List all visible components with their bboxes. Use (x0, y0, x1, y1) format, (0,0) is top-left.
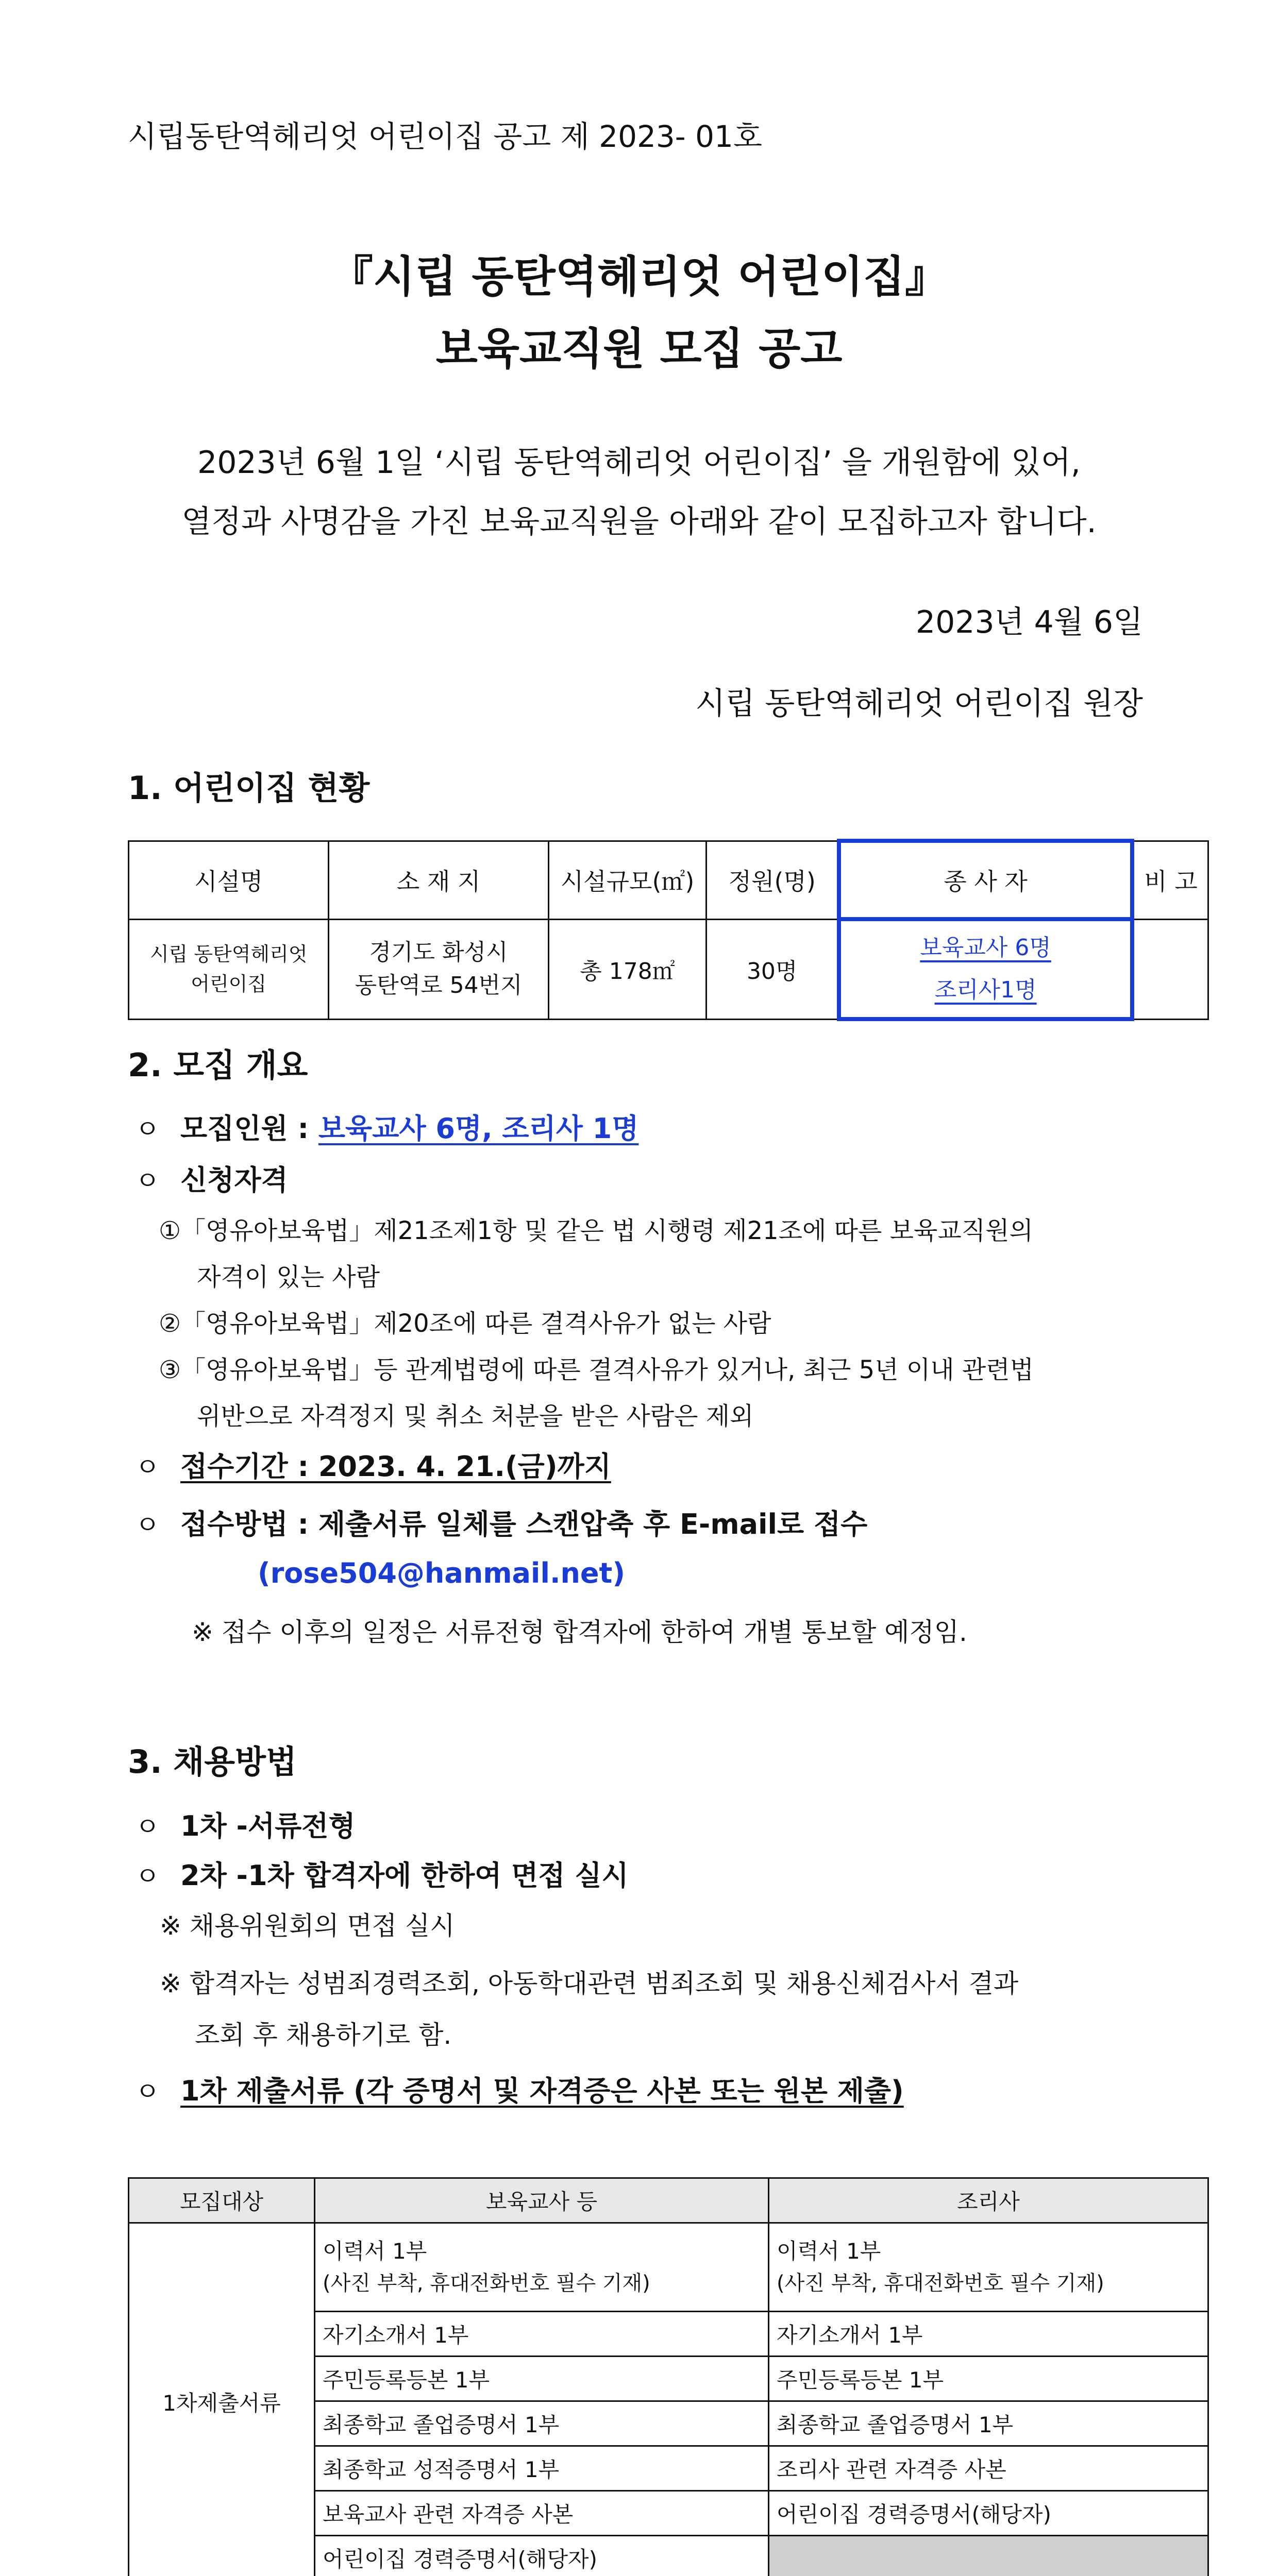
qualification-1: ①「영유아보육법」제21조제1항 및 같은 법 시행령 제21조에 따른 보육교직원의 (159, 1216, 1033, 1245)
bullet: ㅇ (135, 1166, 160, 1196)
col-header: 정원(명) (707, 841, 839, 919)
bullet: ㅇ (135, 2077, 160, 2107)
bullet: ㅇ (135, 1861, 160, 1891)
section-3-heading: 3. 채용방법 (128, 1743, 297, 1781)
qualification-1-cont: 자격이 있는 사람 (197, 1263, 380, 1292)
facility-table-row (129, 919, 1208, 1019)
facility-table-header (129, 841, 1208, 919)
teacher-doc: 최종학교 졸업증명서 1부 (315, 2401, 769, 2446)
check-note: ※ 합격자는 성범죄경력조회, 아동학대관련 범죄조회 및 채용신체검사서 결과 (160, 1969, 1019, 1998)
qualification-2: ②「영유아보육법」제20조에 따른 결격사유가 없는 사람 (159, 1309, 771, 1338)
facility-table (128, 839, 1209, 1021)
cook-doc-cell (769, 2223, 1208, 2312)
cook-doc: 조리사 관련 자격증 사본 (769, 2446, 1208, 2491)
col-header: 비 고 (1132, 841, 1208, 919)
recruit-label: 모집인원 : (180, 1112, 309, 1145)
application-method: 접수방법 : 제출서류 일체를 스캔압축 후 E-mail로 접수 (180, 1508, 868, 1540)
col-header: 보육교사 등 (315, 2178, 769, 2223)
staff-line: 보육교사 6명 (920, 935, 1051, 961)
col-header: 모집대상 (129, 2178, 315, 2223)
cook-doc: 자기소개서 1부 (769, 2312, 1208, 2357)
staff-cell (839, 919, 1132, 1019)
teacher-doc-detail: (사진 부착, 휴대전화번호 필수 기재) (323, 2271, 650, 2295)
documents-table-header (129, 2178, 1208, 2223)
teacher-doc: 보육교사 관련 자격증 사본 (315, 2491, 769, 2536)
intro-line-1: 2023년 6월 1일 ‘시립 동탄역헤리엇 어린이집’ 을 개원함에 있어, (197, 445, 1081, 481)
cook-doc-detail: (사진 부착, 휴대전화번호 필수 기재) (777, 2271, 1104, 2295)
signer: 시립 동탄역헤리엇 어린이집 원장 (695, 686, 1143, 722)
application-email[interactable]: (rose504@hanmail.net) (258, 1557, 626, 1589)
documents-table (128, 2177, 1209, 2576)
cook-doc: 주민등록등본 1부 (769, 2357, 1208, 2401)
empty-cell (769, 2536, 1208, 2576)
facility-name-cell (129, 919, 329, 1019)
col-header: 조리사 (769, 2178, 1208, 2223)
cook-doc: 최종학교 졸업증명서 1부 (769, 2401, 1208, 2446)
size-cell: 총 178㎡ (548, 919, 707, 1019)
title-line-2: 보육교직원 모집 공고 (435, 324, 843, 374)
interview-note: ※ 채용위원회의 면접 실시 (160, 1911, 455, 1941)
col-header: 종 사 자 (839, 841, 1132, 919)
notice-date: 2023년 4월 6일 (915, 604, 1143, 640)
section-2-heading: 2. 모집 개요 (128, 1046, 308, 1084)
bullet: ㅇ (135, 1452, 160, 1482)
teacher-doc: 어린이집 경력증명서(해당자) (315, 2536, 769, 2576)
teacher-doc: 최종학교 성적증명서 1부 (315, 2446, 769, 2491)
intro-line-2: 열정과 사명감을 가진 보육교직원을 아래와 같이 모집하고자 합니다. (181, 504, 1097, 540)
schedule-note: ※ 접수 이후의 일정은 서류전형 합격자에 한하여 개별 통보할 예정임. (192, 1617, 967, 1647)
qualification-3: ③「영유아보육법」등 관계법령에 따른 결격사유가 있거나, 최근 5년 이내 관련법 (159, 1355, 1034, 1384)
qualification-label: 신청자격 (180, 1164, 288, 1196)
facility-name-line: 어린이집 (191, 973, 267, 995)
bullet: ㅇ (135, 1812, 160, 1842)
section-1-heading: 1. 어린이집 현황 (128, 769, 370, 807)
staff-line: 조리사1명 (934, 977, 1037, 1003)
facility-name-line: 시립 동탄역헤리엇 (149, 943, 308, 965)
bullet: ㅇ (135, 1510, 160, 1540)
step-2: 2차 -1차 합격자에 한하여 면접 실시 (180, 1859, 629, 1892)
title-line-1: 『시립 동탄역헤리엇 어린이집』 (329, 251, 949, 302)
address-cell (329, 919, 548, 1019)
documents-row (129, 2223, 1208, 2312)
teacher-doc: 자기소개서 1부 (315, 2312, 769, 2357)
recruit-line (180, 1107, 654, 1146)
application-period: 접수기간 : 2023. 4. 21.(금)까지 (180, 1450, 611, 1483)
bullet: ㅇ (135, 1114, 160, 1144)
documents-title: 1차 제출서류 (각 증명서 및 자격증은 사본 또는 원본 제출) (180, 2075, 904, 2107)
teacher-doc-cell (315, 2223, 769, 2312)
check-note-cont: 조회 후 채용하기로 함. (195, 2020, 452, 2050)
col-header: 시설규모(㎡) (548, 841, 707, 919)
documents-row-label: 1차제출서류 (129, 2223, 315, 2576)
step-1: 1차 -서류전형 (180, 1810, 356, 1842)
address-line: 동탄역로 54번지 (355, 972, 523, 998)
recruit-value: 보육교사 6명, 조리사 1명 (318, 1112, 639, 1145)
cook-doc: 이력서 1부 (777, 2238, 881, 2264)
col-header: 시설명 (129, 841, 329, 919)
teacher-doc: 이력서 1부 (323, 2238, 427, 2264)
note-cell (1132, 919, 1208, 1019)
notice-number: 시립동탄역헤리엇 어린이집 공고 제 2023- 01호 (128, 119, 762, 154)
col-header: 소 재 지 (329, 841, 548, 919)
teacher-doc: 주민등록등본 1부 (315, 2357, 769, 2401)
address-line: 경기도 화성시 (369, 939, 508, 965)
qualification-3-cont: 위반으로 자격정지 및 취소 처분을 받은 사람은 제외 (197, 1402, 754, 1431)
capacity-cell: 30명 (707, 919, 839, 1019)
cook-doc: 어린이집 경력증명서(해당자) (769, 2491, 1208, 2536)
